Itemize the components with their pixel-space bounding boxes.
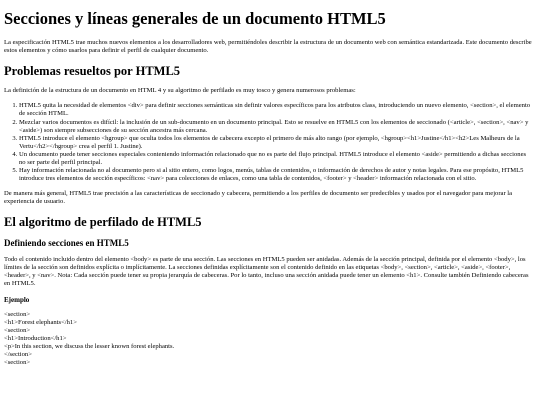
- list-item: 4. Un documento puede tener secciones especiales conteniendo información relacionado que no es parte del flujo principal. HTML5 introduce el elemento <aside> permitiendo a dichas secciones no ser parte del perfil principal.: [19, 151, 532, 167]
- list-item: 3. HTML5 introduce el elemento <hgroup> que oculta todos los elementos de cabecera excepto el primero de más alto rango (por ejemplo, <hgroup><h1>Justine</h1><h2>Les Malheurs de la Vertu</h2></hgroup> crea el perfil 1. Justine).: [19, 135, 532, 151]
- defining-sections-paragraph: Todo el contenido incluido dentro del elemento <body> es parte de una sección. Las secciones en HTML5 pueden ser anidadas. Además de la sección principal, definida por el elemento <body>, los límites de la sección son definidos explícita o implícitamente. La secciones definidas explícitamente son el contenido definido en las etiquetas <body>, <section>, <article>, <aside>, <footer>, <header>, y <nav>. Nota: Cada sección puede tener su propia jerarquía de cabeceras. Por lo tanto, incluso una sección anidada puede tener un elemento <h1>. Consulte también Definiendo cabeceras en HTML5.: [4, 255, 529, 287]
- list-item: 5. Hay información relacionada no al documento pero si al sitio entero, como logos, menús, tablas de contenidos, o información de derechos de autor y notas legales. Para ese propósito, HTML5 introduce tres elementos de sección específicos: <nav> para colecciones de enlaces, como una tabla de contenidos, <footer> y <header> información relacionada con el sitio.: [19, 167, 532, 183]
- section-heading-problems: Problemas resueltos por HTML5: [4, 64, 181, 79]
- code-line: </section>: [4, 350, 32, 358]
- code-line: <h1>Introduction</h1>: [4, 334, 67, 342]
- list-item: 1. HTML5 quita la necesidad de elementos <div> para definir secciones semánticas sin definir valores específicos para los atributos class, introduciendo un nuevo elemento, <section>, el elemento de sección HTML.: [19, 102, 532, 118]
- problems-closing-paragraph: De manera más general, HTML5 trae precisión a las características de seccionado y cabecera, permitiendo a los perfiles de documento ser predecibles y usados por el navegador para mejorar la experiencia de usuario.: [4, 189, 513, 205]
- code-line: <p>In this section, we discuss the lesser known forest elephants.: [4, 342, 175, 350]
- example-heading: Ejemplo: [4, 295, 30, 304]
- problems-list: [4, 102, 532, 182]
- list-item: 2. Mezclar varios documentos es difícil: la inclusión de un sub-documento en un documento principal. Esto se resuelve en HTML5 con los elementos de seccionado (<article>, <section>, <nav> y <aside>) son siempre subsecciones de su sección ancestra más cercana.: [19, 119, 532, 135]
- code-line: <section>: [4, 310, 31, 318]
- code-line: <section>: [4, 326, 31, 334]
- problems-lead-paragraph: La definición de la estructura de un documento en HTML 4 y su algoritmo de perfilado es muy tosco y genera numerosos problemas:: [4, 87, 356, 95]
- subsection-heading-defining-sections: Definiendo secciones en HTML5: [4, 238, 129, 249]
- code-line: <h1>Forest elephants</h1>: [4, 318, 77, 326]
- code-example: [4, 311, 532, 367]
- page-title: Secciones y líneas generales de un documento HTML5: [4, 9, 386, 28]
- code-line: <section>: [4, 358, 31, 366]
- intro-paragraph: La especificación HTML5 trae muchos nuevos elementos a los desarrolladores web, permitiéndoles describir la estructura de un documento web con semántica estandarizada. Este documento describe estos elementos y cómo usarlos para definir el perfil de cualquier documento.: [4, 38, 532, 54]
- section-heading-algorithm: El algoritmo de perfilado de HTML5: [4, 214, 202, 229]
